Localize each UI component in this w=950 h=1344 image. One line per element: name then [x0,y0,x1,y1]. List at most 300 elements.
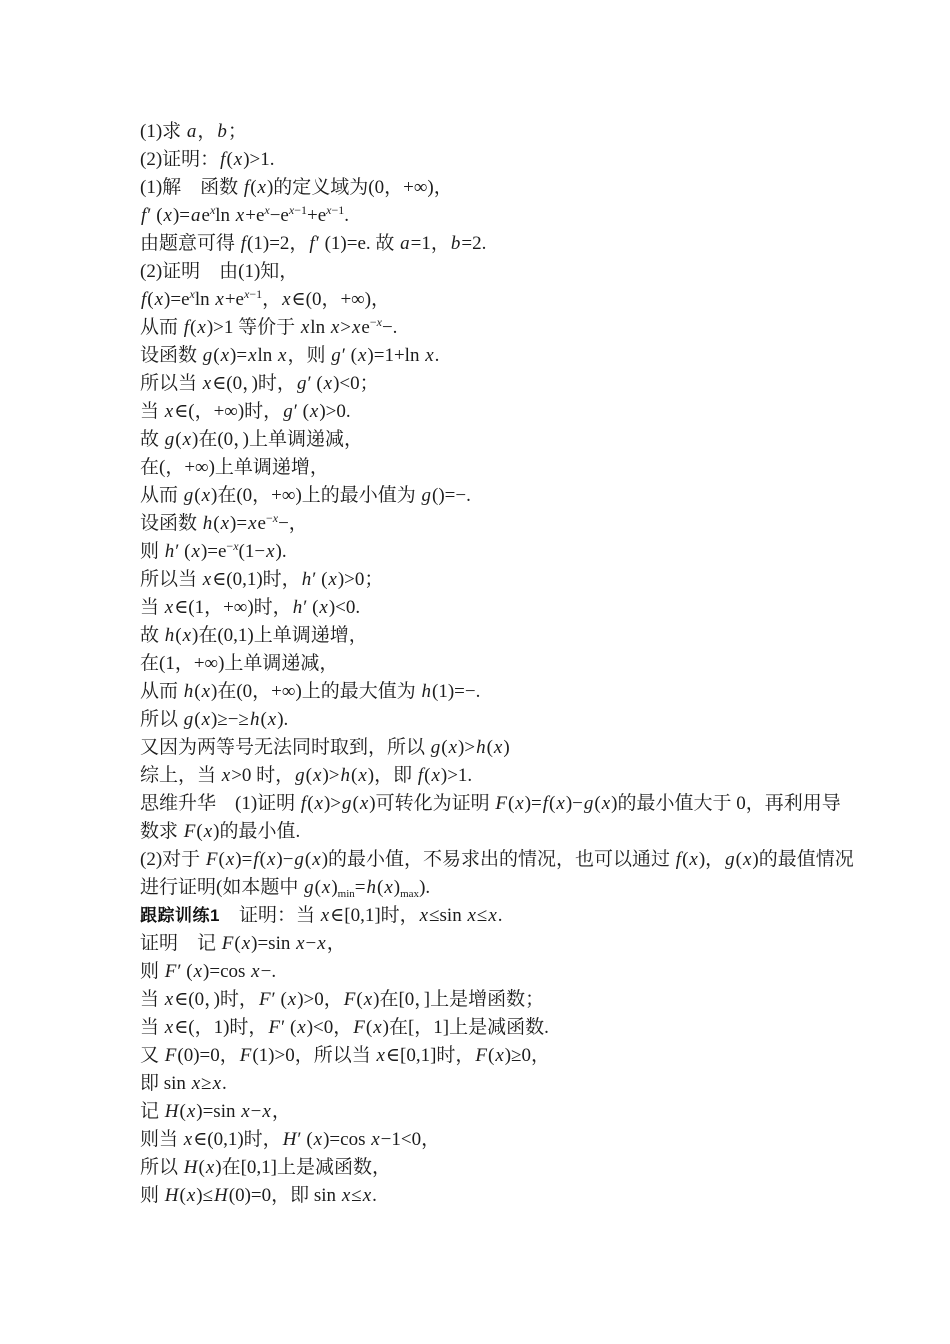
text-segment: g [304,877,314,898]
text-segment: . [497,905,503,926]
text-segment: )≥0， [504,1045,551,1066]
text-segment: =1， [410,233,450,254]
text-segment: F [495,793,507,814]
text-segment: 在(，+∞)上单调递增， [140,457,329,478]
text-segment: 进行证明(如本题中 [140,877,304,898]
text-segment: x [467,905,476,926]
text-segment: x [164,401,174,422]
text-segment: ( [234,933,241,954]
text-segment: x [313,1129,323,1150]
text-segment: )− [276,849,294,870]
text-segment: ′ ( [271,989,287,1010]
text-line [140,118,880,146]
text-line [140,818,880,846]
text-segment: ≤ [476,905,488,926]
text-segment: x [202,373,212,394]
text-segment: ′ ( [303,597,319,618]
text-segment: (1− [238,541,266,562]
text-segment: (0)=0， [177,1045,239,1066]
text-segment: b [450,233,461,254]
text-segment: g [295,765,305,786]
text-segment: f [183,317,190,338]
text-segment: ∈(0,1)时， [212,569,301,590]
text-segment: x [248,513,257,534]
text-line [140,1014,880,1042]
text-segment: )=1+ln [367,345,425,366]
text-segment: )= [230,345,248,366]
text-segment: )> [458,737,476,758]
text-segment: x [376,1045,385,1066]
text-line [140,398,880,426]
text-line [140,930,880,958]
text-segment: x [201,709,211,730]
text-segment: ′ ( [175,541,191,562]
text-segment: ( [735,849,742,870]
text-segment: x [186,1185,196,1206]
text-segment: 从而 [140,681,183,702]
text-segment: −1 [249,287,263,301]
text-segment: ( [307,793,314,814]
text-segment: x [193,961,203,982]
text-line [140,1182,880,1210]
text-segment: 所以当 [140,569,202,590]
text-segment: x [297,1017,306,1038]
text-line [140,874,880,902]
text-segment: ′ ( [307,373,323,394]
text-segment: F [343,989,356,1010]
text-segment: )可转化为证明 [369,793,495,814]
text-segment: x [262,1101,271,1122]
text-segment: ( [175,429,182,450]
text-segment: (1)=−. [432,681,481,702]
text-segment: h [476,737,486,758]
text-segment: − [250,1101,262,1122]
text-segment: e [361,317,370,338]
text-segment: ( [194,485,201,506]
text-segment: )=e [200,541,227,562]
text-segment: )>1. [243,149,275,170]
text-line [140,1070,880,1098]
text-segment: ( [194,709,201,730]
text-segment: −. [381,317,398,338]
text-segment: ∈(0,1)时， [193,1129,282,1150]
text-segment: x [191,1073,201,1094]
text-segment: x [319,597,328,618]
text-segment: x [320,905,330,926]
text-segment: h [340,765,350,786]
text-segment: h [164,625,175,646]
text-segment: ( [365,1017,373,1038]
text-line [140,622,880,650]
text-segment: (1)求 [140,121,186,142]
text-segment: )=sin [196,1101,241,1122]
text-segment: ∈(0，)时， [174,989,258,1010]
text-segment: )的最值情况 [752,849,854,870]
text-segment: g [183,709,194,730]
text-segment: 则 [140,961,164,982]
text-segment: ′ ( [312,569,328,590]
text-segment: ′ ( [147,205,163,226]
text-segment: 又 [140,1045,164,1066]
text-segment: h [183,681,194,702]
text-segment: x [278,345,287,366]
text-segment: x [328,569,337,590]
text-segment: (0)=0，即 sin [228,1185,341,1206]
text-segment: ( [352,793,359,814]
text-segment: 从而 [140,317,183,338]
text-line [140,146,880,174]
text-segment: 故 [140,429,164,450]
text-segment: x [312,849,321,870]
text-segment: ′ ( [341,345,357,366]
text-segment: 记 [140,1101,164,1122]
text-segment: ( [226,149,233,170]
text-segment: g [331,345,341,366]
text-segment: x [202,569,212,590]
text-segment: =2. [461,233,487,254]
text-segment: ∈(0，)时， [212,373,296,394]
text-segment: x [373,1017,382,1038]
text-segment: x [431,765,440,786]
text-segment: x [201,681,211,702]
text-line [140,678,880,706]
text-segment: )− [565,793,583,814]
text-line [140,286,880,314]
text-segment: )在(0，+∞)上的最小值为 [211,485,421,506]
text-segment: −1 [294,203,307,217]
text-segment: 当 [140,401,164,422]
text-segment: x [241,1101,250,1122]
text-segment: x [235,205,245,226]
text-segment: ( [356,989,363,1010]
text-segment: x [220,513,230,534]
text-segment: ( [549,793,556,814]
text-segment: x [182,625,192,646]
text-segment: x [182,429,192,450]
text-segment: ln [310,317,330,338]
text-line [140,902,880,930]
text-segment: ′ ( [281,1017,297,1038]
text-segment: b [217,121,227,142]
text-segment: F [239,1045,252,1066]
text-segment: >0 时， [231,765,295,786]
text-segment: x [601,793,611,814]
text-segment: ( [213,345,220,366]
text-segment: ). [277,709,289,730]
text-segment: H [214,1185,228,1206]
text-segment: x [266,541,275,562]
text-segment: ( [198,1157,205,1178]
text-segment: x [300,317,310,338]
text-segment: −1 [331,203,345,217]
text-segment: ( [175,625,182,646]
text-segment: x [362,1185,372,1206]
text-segment: F [164,1045,177,1066]
text-segment: 从而 [140,485,183,506]
text-segment: x [323,373,333,394]
text-segment: )= [524,793,542,814]
text-segment: ∈(，+∞)时， [174,401,283,422]
text-segment: ). [419,877,431,898]
text-segment: +e [224,289,244,310]
text-segment: a [191,205,201,226]
text-segment: ( [213,513,220,534]
text-segment: ( [424,765,431,786]
text-segment: (1)解 函数 [140,177,243,198]
text-segment: x [209,203,216,217]
text-segment: ) [331,877,338,898]
text-segment: )在(0，)上单调递减， [192,429,364,450]
text-segment: x [267,709,277,730]
text-segment: min [337,888,355,900]
text-line [140,706,880,734]
text-segment: )，即 [367,765,417,786]
text-segment: F [268,1017,281,1038]
text-segment: 所以当 [140,373,202,394]
text-segment: . [344,205,349,226]
text-segment: ( [196,821,203,842]
text-segment: g [164,429,175,450]
text-line [140,1126,880,1154]
text-segment: . [222,1073,227,1094]
text-segment: x [493,737,503,758]
text-segment: ) [393,877,401,898]
text-segment: x [425,345,434,366]
text-segment: ， [326,933,346,954]
text-segment: x [330,317,340,338]
text-segment: h [202,513,213,534]
text-segment: max [400,888,420,900]
text-segment: )的最小值大于 0，再利用导 [611,793,841,814]
text-segment: x [241,933,251,954]
text-segment: h [292,597,303,618]
text-segment: x [186,1101,196,1122]
text-line [140,202,880,230]
text-segment: )>1. [440,765,473,786]
text-segment: 当 [140,989,164,1010]
text-segment: ∈[0,1]时， [385,1045,475,1066]
text-segment: x [266,849,276,870]
text-segment: )= [172,205,190,226]
text-segment: x [689,849,698,870]
text-segment: ∈(1，+∞)时， [174,597,292,618]
text-segment: 设函数 [140,513,202,534]
text-segment: f [141,289,147,310]
text-segment: x [556,793,565,814]
text-segment: x [288,203,295,217]
text-segment: +e [306,205,327,226]
text-segment: x [359,793,369,814]
text-segment: x [287,989,297,1010]
text-segment: ( [190,317,197,338]
text-segment: )在[0，]上是增函数； [373,989,545,1010]
text-segment: 当 [140,597,164,618]
text-segment: 则 [140,1185,164,1206]
text-line [140,1042,880,1070]
text-segment: )=cos [203,961,251,982]
text-segment: ( [682,849,689,870]
text-segment: g [342,793,352,814]
text-segment: ( [194,681,201,702]
text-segment: x [384,877,393,898]
text-segment: x [243,287,250,301]
text-segment: x [248,345,257,366]
text-segment: ln [257,345,278,366]
text-segment: h [366,877,377,898]
text-segment: 则 [140,541,164,562]
text-segment: a [400,233,410,254]
text-segment: f [220,149,226,170]
text-segment: F [205,849,218,870]
text-segment: x [197,317,206,338]
text-segment: x [313,765,322,786]
text-segment: x [203,821,213,842]
text-segment: x [282,289,291,310]
text-segment: − [305,933,317,954]
text-segment: − [265,511,273,525]
text-segment: x [251,961,260,982]
text-segment: g [296,373,307,394]
text-segment: 思维升华 (1)证明 [140,793,300,814]
text-segment: x [376,315,382,329]
text-segment: g [283,401,293,422]
text-segment: ( [507,793,515,814]
text-segment: f [300,793,307,814]
text-segment: F [475,1045,488,1066]
text-segment: 即 sin [140,1073,191,1094]
text-segment: )在[，1]上是减函数. [382,1017,549,1038]
text-segment: g [421,485,432,506]
text-segment: ， [271,1101,291,1122]
text-segment: 则当 [140,1129,183,1150]
text-segment: x [448,737,458,758]
text-segment: )= [235,849,253,870]
text-segment: x [164,597,174,618]
text-segment: f [542,793,549,814]
text-segment: x [419,905,429,926]
text-segment: )在(0，+∞)上的最大值为 [211,681,421,702]
text-line [140,1154,880,1182]
text-segment: x [221,765,231,786]
text-segment: ； [227,121,247,142]
text-segment: 所以 [140,1157,183,1178]
text-segment: ). [275,541,287,562]
text-line [140,258,880,286]
text-segment: 又因为两等号无法同时取到，所以 [140,737,430,758]
text-segment: x [183,1129,193,1150]
text-line [140,314,880,342]
text-segment: x [154,289,164,310]
text-segment: ≥ [201,1073,212,1094]
text-segment: ( [304,849,312,870]
text-segment: x [272,511,279,525]
text-segment: ， [197,121,217,142]
text-segment: x [264,203,270,217]
text-segment: x [163,205,172,226]
text-segment: x [742,849,752,870]
text-segment: 证明：当 [219,905,320,926]
text-line [140,482,880,510]
text-segment: 综上，当 [140,765,221,786]
text-line [140,1098,880,1126]
text-segment: 在(1，+∞)上单调递减， [140,653,339,674]
text-segment: 当 [140,1017,164,1038]
text-segment: −1<0， [380,1129,441,1150]
text-segment: 数求 [140,821,183,842]
text-segment: )=sin [251,933,296,954]
text-segment: g [430,737,441,758]
text-segment: x [515,793,524,814]
text-segment: F [353,1017,365,1038]
text-segment: )>0； [337,569,384,590]
text-segment: )在(0,1)上单调递增， [192,625,368,646]
text-segment: ( [314,877,321,898]
text-segment: (1)=2， [247,233,309,254]
text-segment: )<0； [333,373,379,394]
text-segment: x [326,203,332,217]
text-segment: ( [441,737,448,758]
text-segment: (2)证明 由(1)知， [140,261,299,282]
text-segment: g [202,345,213,366]
text-segment: f [309,233,315,254]
text-segment: H [164,1101,179,1122]
text-segment: F [183,821,196,842]
text-line [140,538,880,566]
text-segment: ， [262,289,282,310]
text-segment: ∈(0，+∞)， [291,289,391,310]
text-line [140,342,880,370]
text-segment: ( [594,793,601,814]
text-segment: x [317,933,326,954]
text-line [140,650,880,678]
text-segment: ( [250,177,257,198]
text-segment: )的最小值，不易求出的情况，也可以通过 [321,849,675,870]
text-segment: H [183,1157,198,1178]
text-segment: f [253,849,259,870]
text-segment: ′ ( [293,401,309,422]
text-segment: x [201,485,211,506]
text-segment: F [164,961,177,982]
text-segment: )<0. [328,597,361,618]
text-segment: f [243,177,250,198]
section-label: 跟踪训练1 [140,906,220,925]
text-segment: )>0， [297,989,343,1010]
text-segment: x [358,765,367,786]
text-segment: ′ ( [297,1129,313,1150]
text-segment: f [240,233,247,254]
text-segment: x [321,877,331,898]
text-segment: x [191,541,200,562]
text-segment: . [372,1185,377,1206]
text-segment: H [164,1185,179,1206]
text-segment: ( [488,1045,495,1066]
text-segment: ( [260,709,267,730]
text-segment: )在[0,1]上是减函数， [215,1157,391,1178]
text-segment: ( [147,289,154,310]
text-segment: −， [278,513,308,534]
text-segment: x [296,933,305,954]
text-segment: ( [259,849,266,870]
text-segment: ) [503,737,510,758]
text-segment: x [257,177,266,198]
text-line [140,734,880,762]
text-line [140,790,880,818]
text-segment: g [294,849,304,870]
text-segment: g [583,793,594,814]
text-segment: (1)>0，所以当 [252,1045,376,1066]
text-segment: )， [698,849,725,870]
text-segment: )≥−≥ [211,709,249,730]
